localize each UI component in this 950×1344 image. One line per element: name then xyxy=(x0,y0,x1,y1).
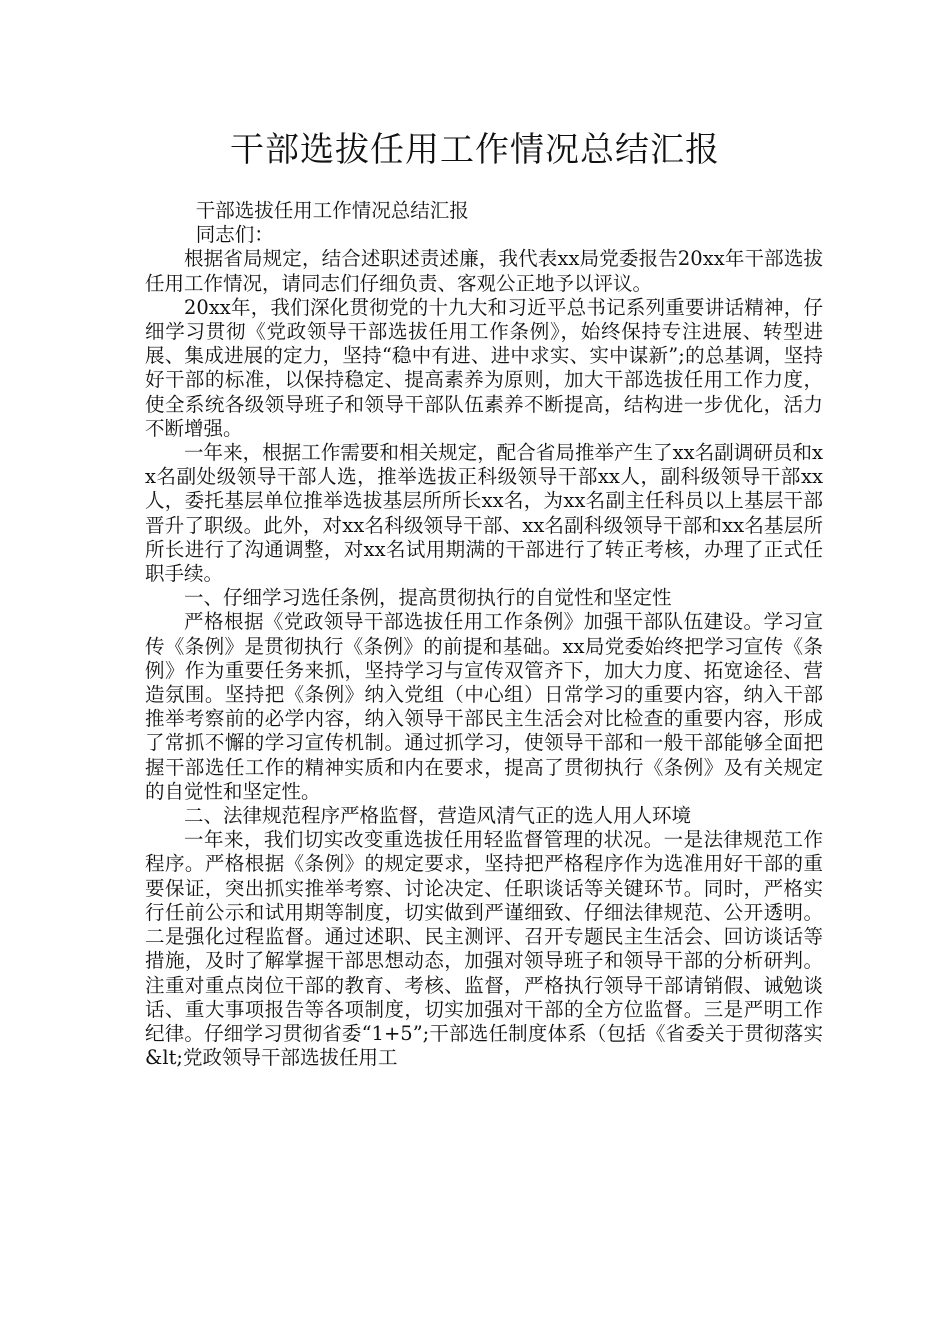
section-heading-2: 二、法律规范程序严格监督，营造风清气正的选人用人环境 xyxy=(184,804,692,828)
section-heading-1: 一、仔细学习选任条例，提高贯彻执行的自觉性和坚定性 xyxy=(184,586,672,610)
salutation: 同志们： xyxy=(195,223,274,247)
document-subtitle: 干部选拔任用工作情况总结汇报 xyxy=(195,199,469,222)
document-body xyxy=(145,199,823,1070)
document-title: 干部选拔任用工作情况总结汇报 xyxy=(230,130,720,170)
paragraph-statistics: 一年来，根据工作需要和相关规定，配合省局推举产生了xx名副调研员和xx名副处级领导干部人选，推举选拔正科级领导干部xx人，副科级领导干部xx人，委托基层单位推举选拔基层所所长xx名，为xx名副主任科员以上基层干部晋升了职级。此外，对xx名科级领导干部、xx名副科级领导干部和xx名基层所所长进行了沟通调整，对xx名试用期满的干部进行了转正考核，办理了正式任职手续。 xyxy=(145,441,823,586)
paragraph-overview: 20xx年，我们深化贯彻党的十九大和习近平总书记系列重要讲话精神，仔细学习贯彻《党政领导干部选拔任用工作条例》，始终保持专注进展、转型进展、集成进展的定力，坚持“稳中有进、进中求实、实中谋新”;的总基调，坚持好干部的标准，以保持稳定、提高素养为原则，加大干部选拔任用工作力度，使全系统各级领导班子和领导干部队伍素养不断提高，结构进一步优化，活力不断增强。 xyxy=(145,295,823,440)
paragraph-intro: 根据省局规定，结合述职述责述廉，我代表xx局党委报告20xx年干部选拔任用工作情况，请同志们仔细负责、客观公正地予以评议。 xyxy=(145,247,823,295)
paragraph-section-1: 严格根据《党政领导干部选拔任用工作条例》加强干部队伍建设。学习宣传《条例》是贯彻执行《条例》的前提和基础。xx局党委始终把学习宣传《条例》作为重要任务来抓，坚持学习与宣传双管齐下，加大力度、拓宽途径、营造氛围。坚持把《条例》纳入党组（中心组）日常学习的重要内容，纳入干部推举考察前的必学内容，纳入领导干部民主生活会对比检查的重要内容，形成了常抓不懈的学习宣传机制。通过抓学习，使领导干部和一般干部能够全面把握干部选任工作的精神实质和内在要求，提高了贯彻执行《条例》及有关规定的自觉性和坚定性。 xyxy=(145,610,823,803)
paragraph-section-2: 一年来，我们切实改变重选拔任用轻监督管理的状况。一是法律规范工作程序。严格根据《条例》的规定要求，坚持把严格程序作为选准用好干部的重要保证，突出抓实推举考察、讨论决定、任职谈话等关键环节。同时，严格实行任前公示和试用期等制度，切实做到严谨细致、仔细法律规范、公开透明。二是强化过程监督。通过述职、民主测评、召开专题民主生活会、回访谈话等措施，及时了解掌握干部思想动态，加强对领导班子和领导干部的分析研判。注重对重点岗位干部的教育、考核、监督，严格执行领导干部请销假、诫勉谈话、重大事项报告等各项制度，切实加强对干部的全方位监督。三是严明工作纪律。仔细学习贯彻省委“1+5”;干部选任制度体系（包括《省委关于贯彻落实&lt;党政领导干部选拔任用工 xyxy=(145,828,823,1070)
